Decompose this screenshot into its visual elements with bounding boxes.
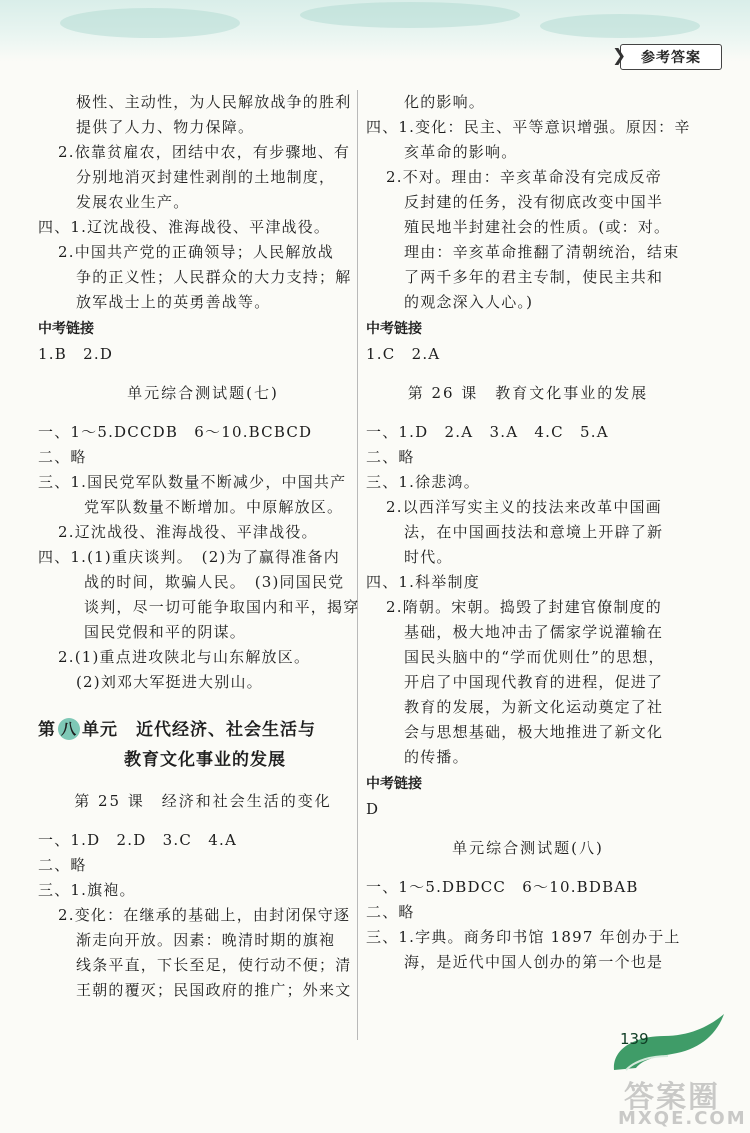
- section-title: 单元综合测试题(八): [452, 839, 604, 857]
- answer-line: 2.不对。理由：辛亥革命没有完成反帝: [386, 168, 662, 186]
- answer-line: 开启了中国现代教育的进程，促进了: [404, 673, 664, 691]
- right-column-flow: [366, 90, 690, 975]
- section-tag: [612, 44, 722, 70]
- spacer: [38, 406, 368, 420]
- spacer: [366, 822, 690, 836]
- answer-line: 提供了人力、物力保障。: [76, 118, 255, 136]
- answer-line: 三、1.字典。商务印书馆 1897 年创办于上: [366, 928, 681, 946]
- answer-line: 国民党假和平的阴谋。: [84, 623, 247, 641]
- answer-line: 教育的发展，为新文化运动奠定了社: [404, 698, 664, 716]
- answer-line: D: [366, 800, 380, 818]
- answer-line: 的观念深入人心。): [404, 293, 534, 311]
- lesson-25-answers: [38, 828, 368, 1003]
- answer-line: 法，在中国画技法和意境上开辟了新: [404, 523, 664, 541]
- answer-line: 三、1.徐悲鸿。: [366, 473, 480, 491]
- answer-line: 线条平直，下长至足，使行动不便；清: [76, 956, 352, 974]
- answer-line: (2)刘邓大军挺进大别山。: [76, 673, 263, 691]
- answer-line: 二、略: [366, 448, 415, 466]
- spacer: [366, 367, 690, 381]
- spacer: [366, 861, 690, 875]
- spacer: [38, 695, 368, 715]
- answer-line: 2.辽沈战役、淮海战役、平津战役。: [58, 523, 318, 541]
- answer-line: 谈判，尽一切可能争取国内和平，揭穿: [84, 598, 360, 616]
- answer-line: 分别地消灭封建性剥削的土地制度，: [76, 168, 336, 186]
- answer-line: 四、1.辽沈战役、淮海战役、平津战役。: [38, 218, 331, 236]
- answer-line: 放军战士上的英勇善战等。: [76, 293, 271, 311]
- spacer: [38, 814, 368, 828]
- watermark-url: MXQE.COM: [618, 1108, 747, 1129]
- answer-line: 二、略: [38, 856, 87, 874]
- section-tag-label: 参考答案: [641, 50, 701, 66]
- answer-line: 时代。: [404, 548, 453, 566]
- chevron-right-icon: ❯: [612, 46, 627, 66]
- page-number: 139: [620, 1030, 649, 1048]
- answer-line: 发展农业生产。: [76, 193, 190, 211]
- spacer: [38, 775, 368, 789]
- unit-heading-suffix: 单元 近代经济、社会生活与: [82, 720, 316, 740]
- answer-line: 的传播。: [404, 748, 469, 766]
- answer-line: 2.(1)重点进攻陕北与山东解放区。: [58, 648, 311, 666]
- answer-line: 王朝的覆灭；民国政府的推广；外来文: [76, 981, 352, 999]
- answer-line: 极性、主动性，为人民解放战争的胜利: [76, 93, 352, 111]
- answer-line: 三、1.国民党军队数量不断减少，中国共产: [38, 473, 347, 491]
- answer-line: 理由：辛亥革命推翻了清朝统治，结束: [404, 243, 680, 261]
- answer-line: 三、1.旗袍。: [38, 881, 136, 899]
- answer-line: 海，是近代中国人创办的第一个也是: [404, 953, 664, 971]
- cloud-decoration: [300, 2, 520, 28]
- page-number-badge: [606, 1010, 730, 1080]
- answer-line: 会与思想基础，极大地推进了新文化: [404, 723, 664, 741]
- answer-line: 殖民地半封建社会的性质。(或：对。: [404, 218, 671, 236]
- answer-line: 亥革命的影响。: [404, 143, 518, 161]
- unit-heading: [38, 715, 368, 745]
- lesson-25-title: 第 25 课 经济和社会生活的变化: [74, 792, 332, 810]
- answer-line: 一、1.D 2.D 3.C 4.A: [38, 831, 238, 849]
- answer-line: 国民头脑中的“学而优则仕”的思想，: [404, 648, 665, 666]
- answer-line: 反封建的任务，没有彻底改变中国半: [404, 193, 664, 211]
- section-heading: 中考链接: [366, 776, 422, 792]
- answer-line: 四、1.科举制度: [366, 573, 480, 591]
- answer-line: 1.B 2.D: [38, 345, 114, 363]
- right-column: [366, 90, 690, 975]
- section-title: 第 26 课 教育文化事业的发展: [407, 384, 649, 402]
- answer-line: 党军队数量不断增加。中原解放区。: [84, 498, 344, 516]
- answer-line: 争的正义性；人民群众的大力支持；解: [76, 268, 352, 286]
- spacer: [38, 367, 368, 381]
- answer-line: 一、1～5.DBDCC 6～10.BDBAB: [366, 878, 639, 896]
- unit-heading-prefix: 第: [38, 720, 56, 740]
- answer-line: 四、1.变化：民主、平等意识增强。原因：辛: [366, 118, 691, 136]
- answer-line: 渐走向开放。因素：晚清时期的旗袍: [76, 931, 336, 949]
- left-column: [38, 90, 368, 1003]
- answer-line: 基础，极大地冲击了儒家学说灌输在: [404, 623, 664, 641]
- answer-line: 战的时间，欺骗人民。 (3)同国民党: [84, 573, 345, 591]
- cloud-decoration: [60, 8, 240, 38]
- answer-line: 一、1.D 2.A 3.A 4.C 5.A: [366, 423, 609, 441]
- answer-line: 2.依靠贫雇农，团结中农，有步骤地、有: [58, 143, 351, 161]
- answer-line: 2.隋朝。宋朝。捣毁了封建官僚制度的: [386, 598, 662, 616]
- answer-line: 一、1～5.DCCDB 6～10.BCBCD: [38, 423, 313, 441]
- answer-line: 化的影响。: [404, 93, 486, 111]
- watermark-text: 答案圈: [624, 1080, 720, 1115]
- answer-line: 四、1.(1)重庆谈判。 (2)为了赢得准备内: [38, 548, 340, 566]
- answer-line: 二、略: [38, 448, 87, 466]
- answer-line: 二、略: [366, 903, 415, 921]
- unit-heading-line2: 教育文化事业的发展: [124, 750, 286, 770]
- unit-number-badge: 八: [58, 718, 80, 740]
- answer-line: 2.变化：在继承的基础上，由封闭保守逐: [58, 906, 351, 924]
- section-heading: 中考链接: [366, 321, 422, 337]
- answer-line: 2.以西洋写实主义的技法来改革中国画: [386, 498, 662, 516]
- left-column-flow: [38, 90, 368, 695]
- answer-line: 2.中国共产党的正确领导；人民解放战: [58, 243, 334, 261]
- answer-line: 1.C 2.A: [366, 345, 441, 363]
- answer-line: 了两千多年的君主专制，使民主共和: [404, 268, 664, 286]
- cloud-decoration: [540, 14, 700, 38]
- watermark: [610, 1072, 750, 1132]
- spacer: [366, 406, 690, 420]
- section-title: 单元综合测试题(七): [127, 384, 279, 402]
- section-heading: 中考链接: [38, 321, 94, 337]
